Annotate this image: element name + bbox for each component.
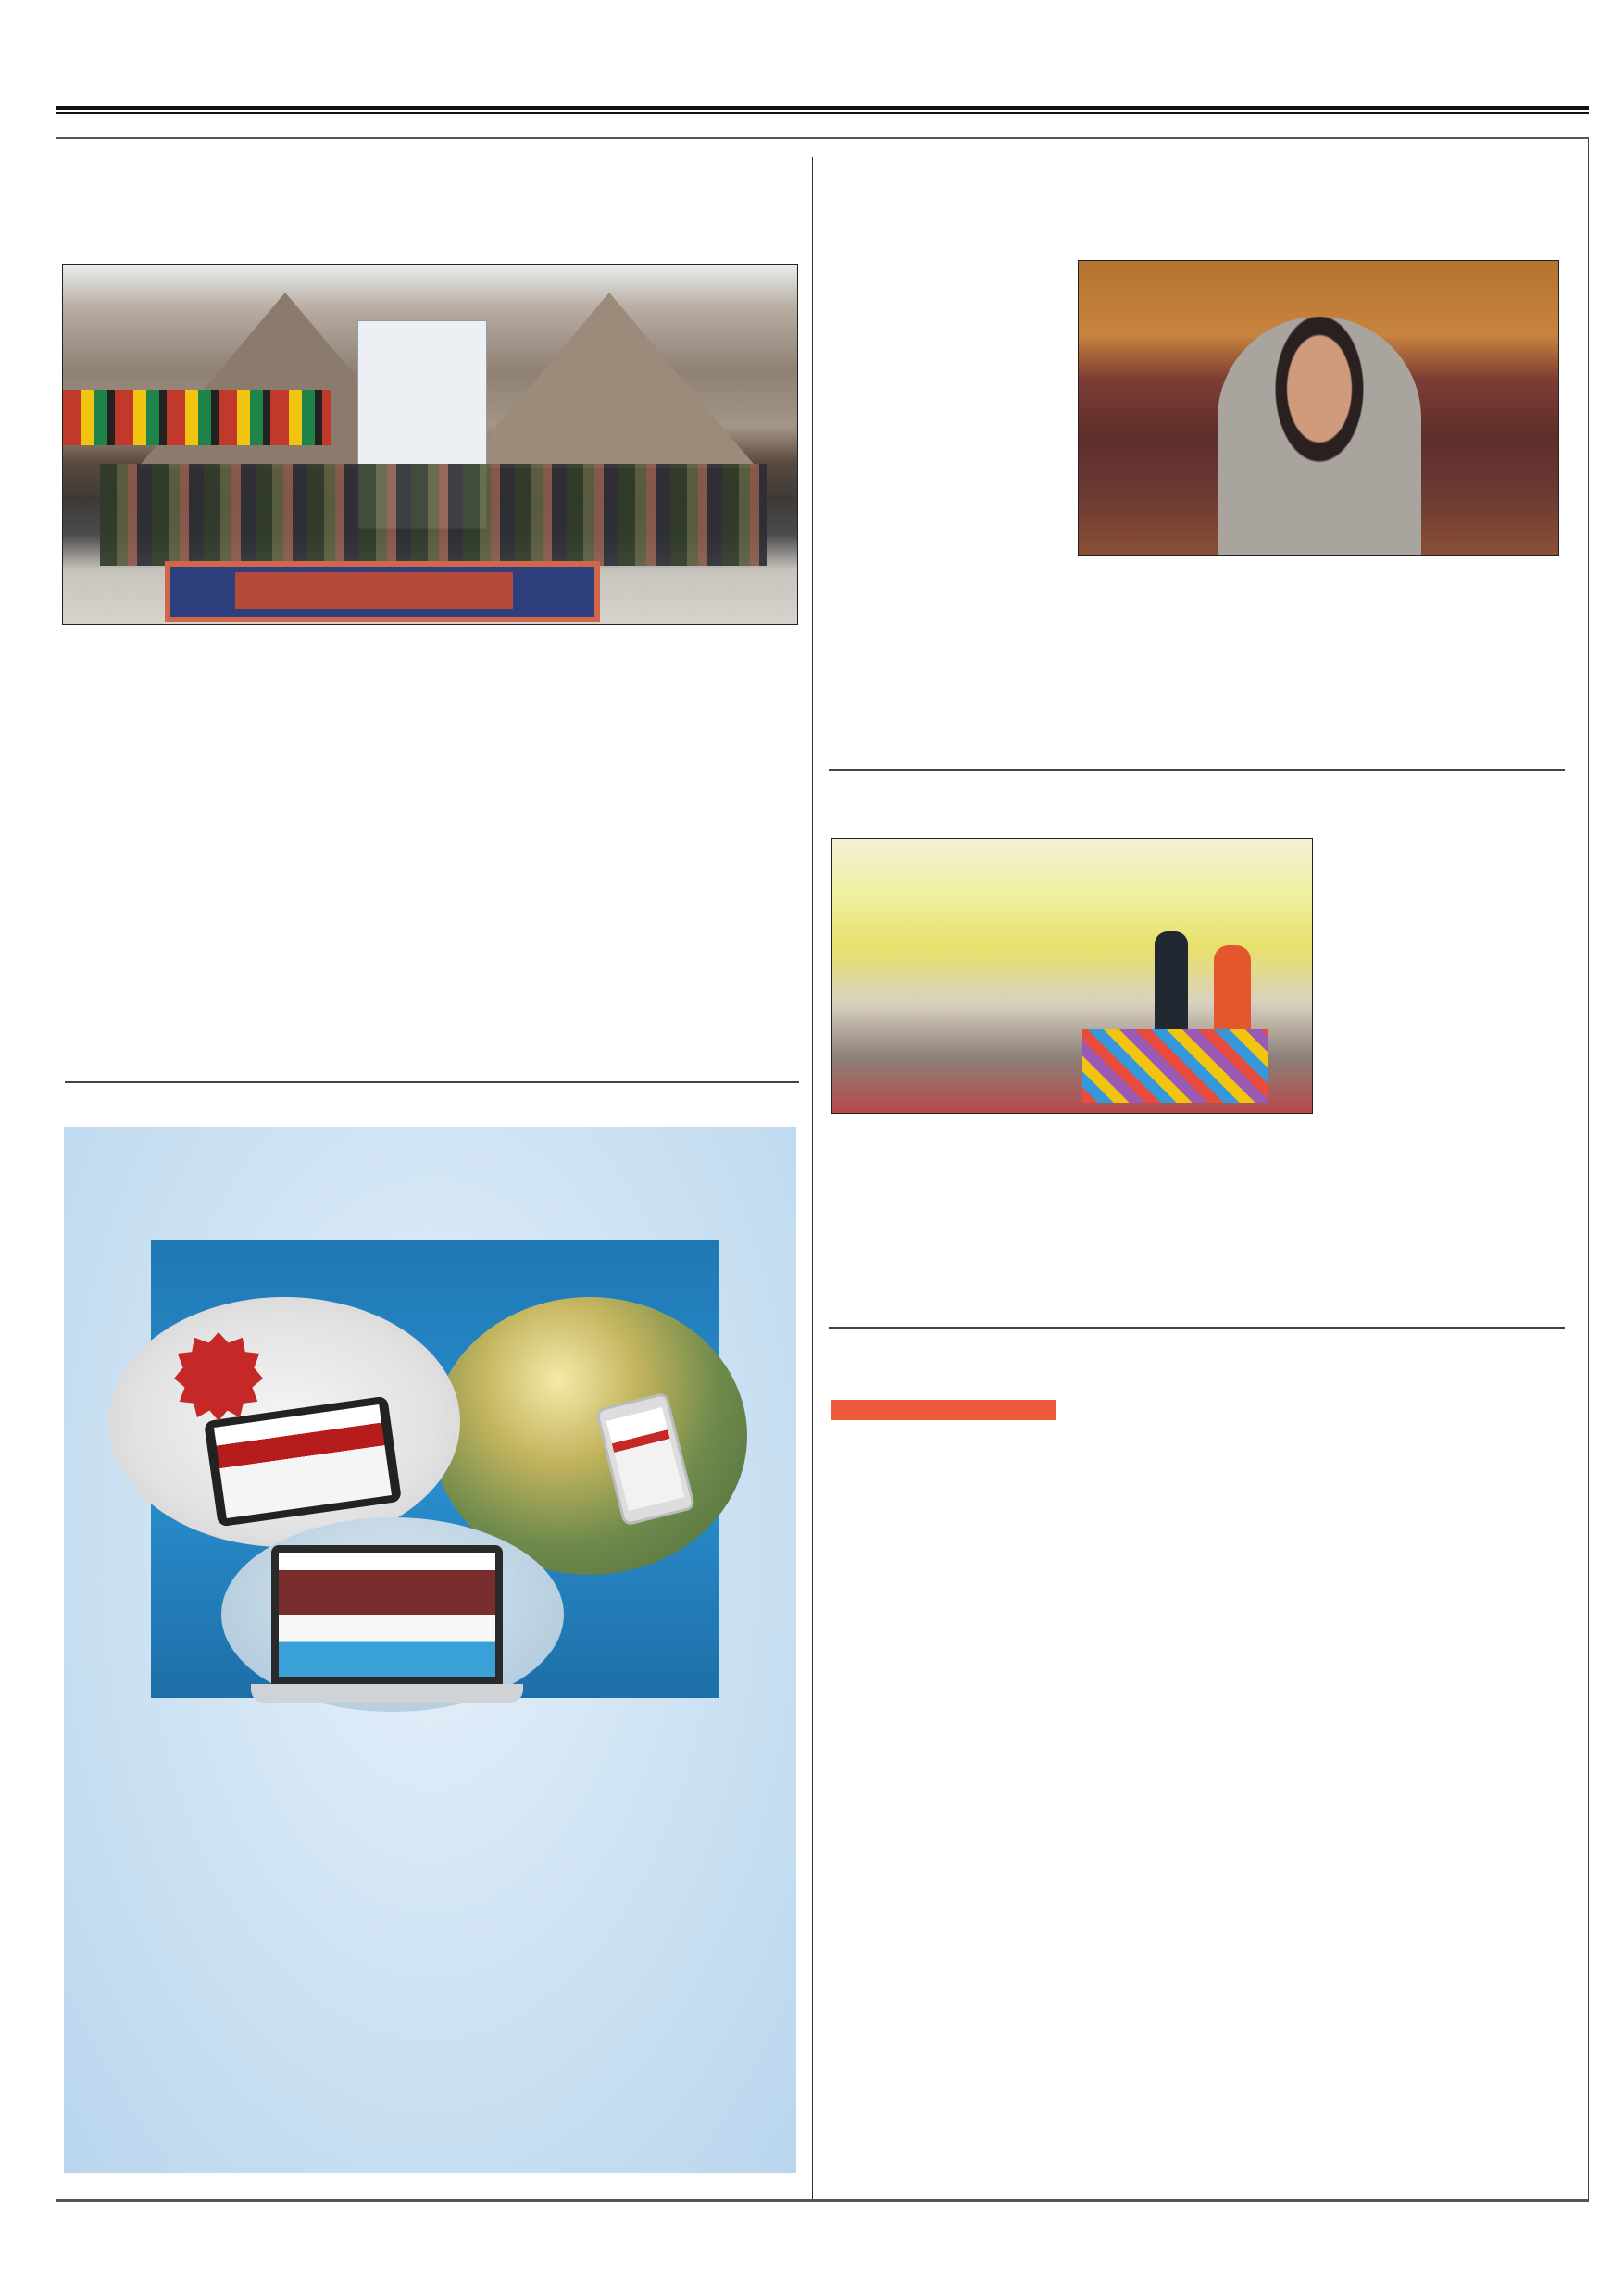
returning-officer-photo <box>1078 260 1559 556</box>
laptop-icon <box>271 1545 503 1684</box>
ambedkar-column-1 <box>831 1435 1056 1625</box>
tablet-photo-circle <box>108 1297 460 1547</box>
smartphone-icon <box>594 1391 695 1526</box>
section-divider <box>65 1081 799 1083</box>
header-rule <box>56 106 1589 110</box>
rally-column-1 <box>66 641 297 900</box>
rally-column-2 <box>319 641 544 1057</box>
patterned-table <box>1082 1029 1268 1103</box>
section-divider <box>829 1327 1565 1329</box>
ad-panel <box>151 1240 719 1698</box>
website-advertisement[interactable] <box>64 1127 796 2173</box>
group-of-people <box>100 464 767 566</box>
masthead <box>56 46 1589 111</box>
sveep-camp-photo <box>831 838 1313 1114</box>
sveep-column-1 <box>830 1131 1059 1307</box>
rally-column-3 <box>567 641 798 1057</box>
paragraph <box>66 650 297 891</box>
carpet <box>165 561 600 622</box>
column-divider <box>812 157 813 2199</box>
tent-canopy <box>63 390 331 445</box>
nomination-column-3 <box>1326 555 1559 750</box>
mountain-shape <box>461 293 757 468</box>
person-figure <box>1218 317 1421 556</box>
header-rule-thin <box>56 112 1589 114</box>
sveep-column-3 <box>1331 842 1563 1305</box>
rally-photo <box>62 264 798 625</box>
nomination-column-2 <box>1078 555 1311 750</box>
nomination-column-1 <box>829 257 1058 267</box>
tablet-icon <box>204 1396 402 1528</box>
section-divider <box>829 769 1565 771</box>
election-banner <box>889 843 1193 875</box>
laptop-base <box>251 1684 523 1703</box>
sveep-column-2 <box>1080 1131 1309 1307</box>
continued-from-page-1-link[interactable] <box>831 1400 1056 1420</box>
